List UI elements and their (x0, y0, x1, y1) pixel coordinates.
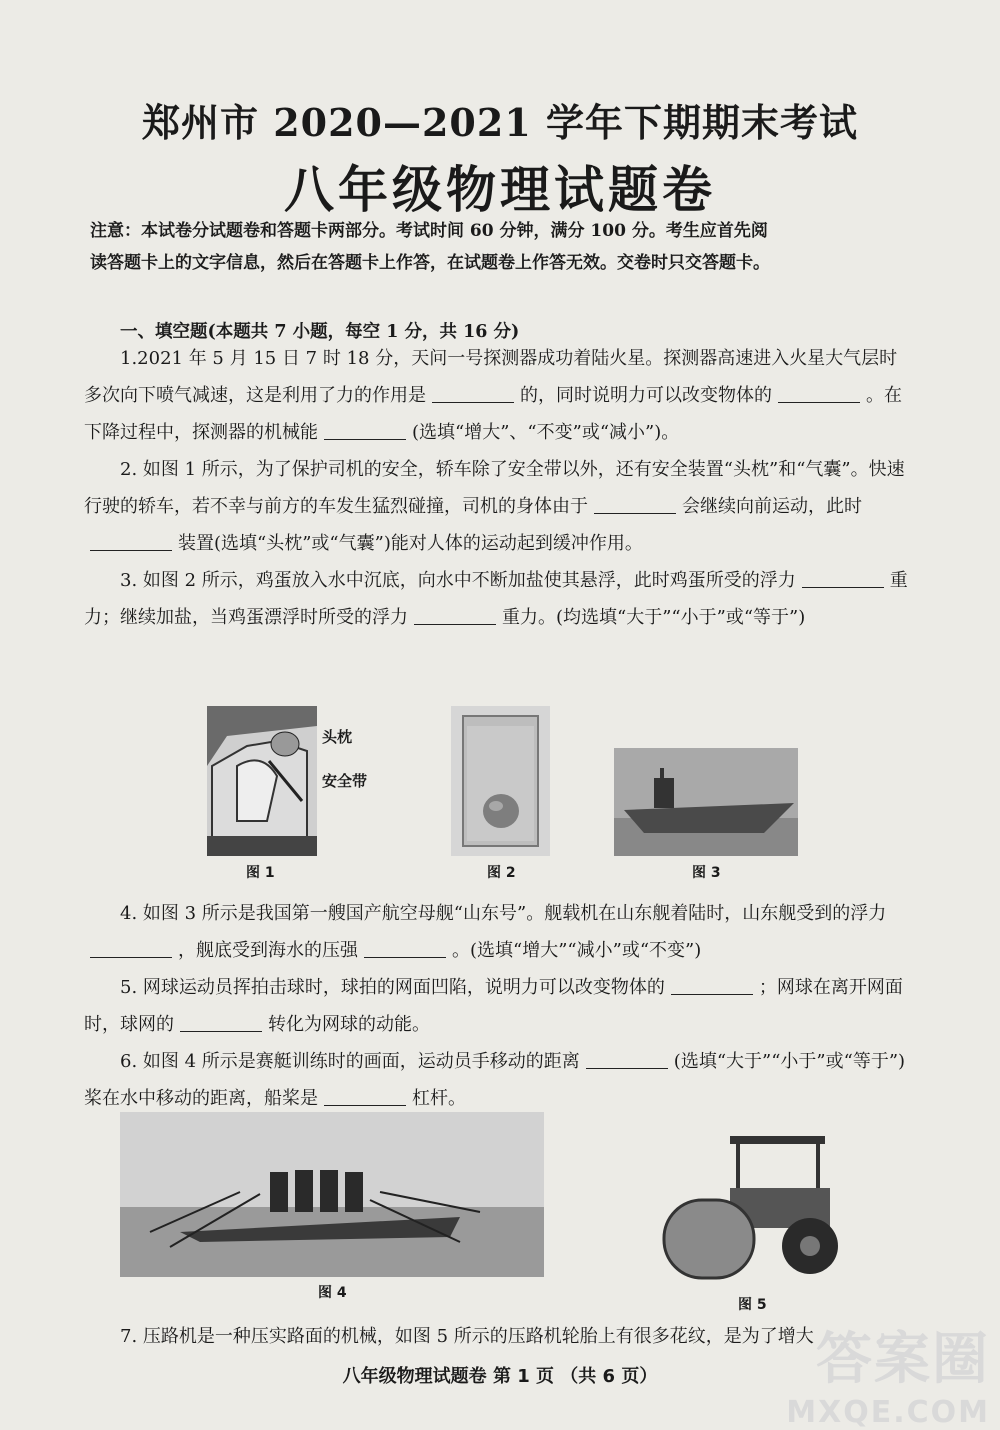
figure-1-label-seatbelt: 安全带 (322, 772, 368, 790)
questions-block-1 (84, 340, 914, 636)
answer-blank (671, 974, 753, 995)
question-7: 7. 压路机是一种压实路面的机械，如图 5 所示的压路机轮胎上有很多花纹，是为了增大 (120, 1326, 814, 1347)
answer-blank (414, 604, 496, 625)
figure-1-label-headrest: 头枕 (322, 728, 353, 746)
answer-blank (432, 382, 514, 403)
figure-4-rowing (120, 1112, 544, 1277)
answer-blank (594, 493, 676, 514)
figure-5-caption: 图 5 (738, 1297, 767, 1313)
answer-blank (90, 937, 172, 958)
page-footer: 八年级物理试题卷 第 1 页 （共 6 页） (342, 1366, 658, 1387)
watermark-brand: 答案圈 (816, 1327, 990, 1392)
notice-block (90, 215, 920, 279)
answer-blank (324, 1085, 406, 1106)
notice-line: 读答题卡上的文字信息，然后在答题卡上作答，在试题卷上作答无效。交卷时只交答题卡。 (90, 253, 770, 273)
section-heading: 一、填空题(本题共 7 小题，每空 1 分，共 16 分) (120, 322, 520, 342)
question-1: 1.2021 年 5 月 15 日 7 时 18 分，天问一号探测器成功着陆火星。探测器高速进入火星大气层时多次向下喷气减速，这是利用了力的作用是 的，同时说明力可以改变物体的 。在下降过程中，探测器的机械能 (选填“增大”、“不变”或“减小”)。 (84, 348, 902, 443)
watermark (786, 1315, 990, 1430)
figure-3-aircraft-carrier (614, 748, 798, 856)
question-5: 5. 网球运动员挥拍击球时，球拍的网面凹陷，说明力可以改变物体的 ；网球在离开网面时，球网的 转化为网球的动能。 (84, 969, 914, 1043)
watermark-site: MXQE.COM (786, 1395, 990, 1430)
notice-line: 注意：本试卷分试题卷和答题卡两部分。考试时间 60 分钟，满分 100 分。考生应首先阅 (90, 221, 768, 241)
exam-title: 郑州市 2020—2021 学年下期期末考试 (142, 100, 858, 145)
answer-blank (90, 530, 172, 551)
question-4: 4. 如图 3 所示是我国第一艘国产航空母舰“山东号”。舰载机在山东舰着陆时，山东舰受到的浮力，舰底受到海水的压强 。(选填“增大”“减小”或“不变”) (84, 895, 914, 969)
figure-4-caption: 图 4 (318, 1285, 347, 1301)
carrier-illustration (614, 748, 798, 856)
beaker-illustration (451, 706, 550, 856)
answer-blank (180, 1011, 262, 1032)
car-interior-illustration (207, 706, 317, 856)
figure-2-egg-in-water (451, 706, 550, 856)
answer-blank (778, 382, 860, 403)
rowing-illustration (120, 1112, 544, 1277)
figure-3-caption: 图 3 (692, 865, 721, 881)
questions-block-2 (84, 895, 914, 1117)
figure-1-caption: 图 1 (246, 865, 275, 881)
answer-blank (802, 567, 884, 588)
answer-blank (364, 937, 446, 958)
answer-blank (324, 419, 406, 440)
question-6: 6. 如图 4 所示是赛艇训练时的画面，运动员手移动的距离 (选填“大于”“小于”或“等于”)桨在水中移动的距离，船桨是 杠杆。 (84, 1043, 914, 1117)
question-2: 2. 如图 1 所示，为了保护司机的安全，轿车除了安全带以外，还有安全装置“头枕”和“气囊”。快速行驶的轿车，若不幸与前方的车发生猛烈碰撞，司机的身体由于 会继续向前运动，此时装置(选填“头枕”或“气囊”)能对人体的运动起到缓冲作用。 (84, 459, 905, 554)
exam-subtitle: 八年级物理试题卷 (284, 161, 716, 219)
question-3: 3. 如图 2 所示，鸡蛋放入水中沉底，向水中不断加盐使其悬浮，此时鸡蛋所受的浮力 重力；继续加盐，当鸡蛋漂浮时所受的浮力 重力。(均选填“大于”“小于”或“等于”) (84, 562, 914, 636)
road-roller-illustration (660, 1128, 842, 1288)
figure-5-road-roller (660, 1128, 842, 1288)
figure-1-car-interior (207, 706, 317, 856)
figure-2-caption: 图 2 (487, 865, 516, 881)
answer-blank (586, 1048, 668, 1069)
